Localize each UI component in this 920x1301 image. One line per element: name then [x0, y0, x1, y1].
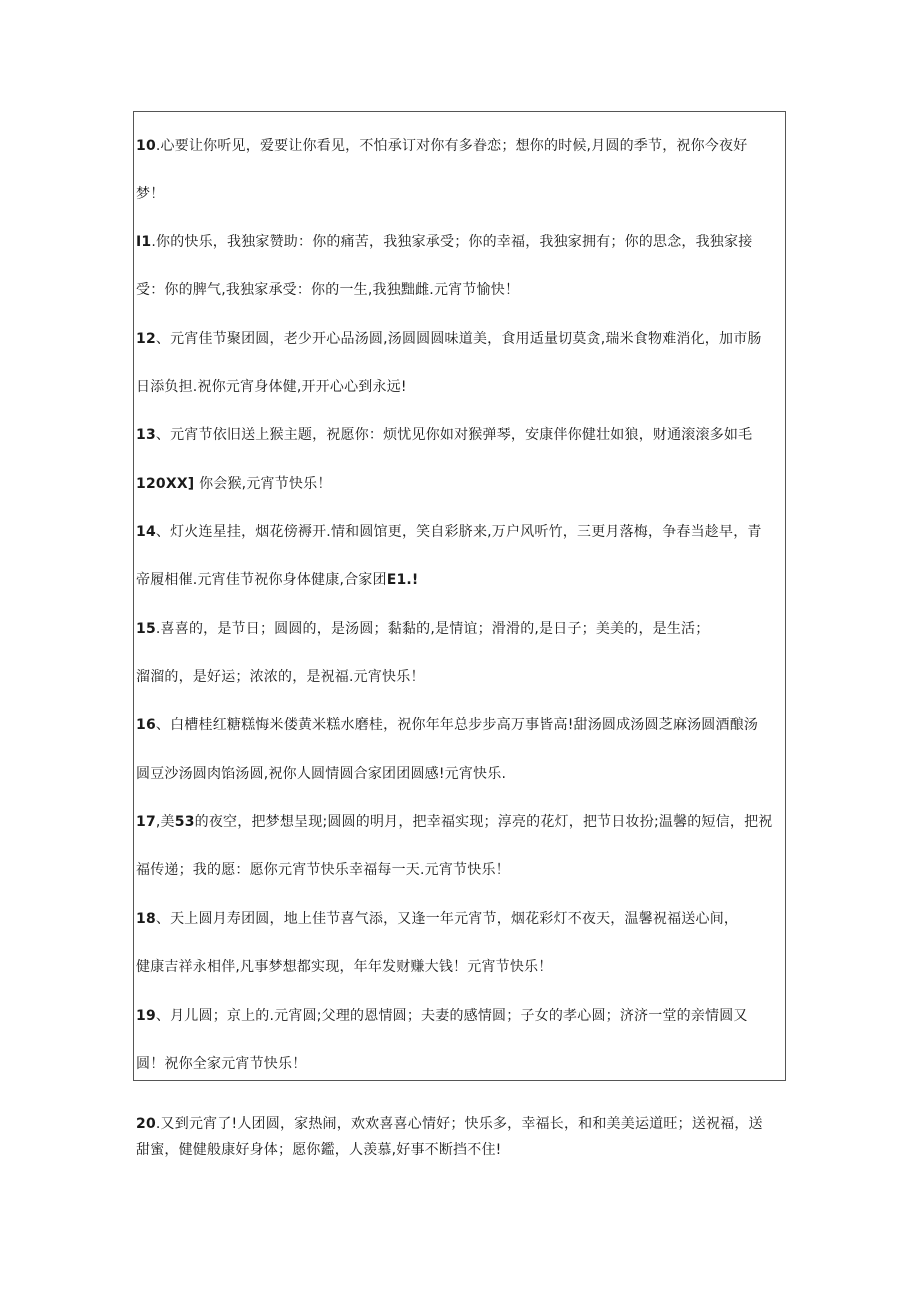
item-15-line1	[136, 619, 784, 639]
item-number: 12	[136, 331, 156, 347]
item-10-line2	[136, 184, 784, 204]
item-number: 16	[136, 717, 156, 733]
item-19-line1	[136, 1006, 784, 1026]
item-text: 帝履相催.元宵佳节祝你身体健康,合家团	[136, 572, 387, 588]
item-18-line2	[136, 957, 784, 977]
item-17-line1	[136, 812, 784, 832]
item-number: 17	[136, 814, 156, 830]
item-16-line2	[136, 764, 784, 784]
item-13-line2	[136, 474, 784, 494]
item-text: 、元宵节依旧送上猴主题，祝愿你：烦忧见你如对猴弹琴，安康伴你健壮如狼，财通滚滚多如毛	[155, 427, 753, 443]
item-number: 13	[136, 427, 156, 443]
item-19-line2	[136, 1054, 784, 1074]
item-12-line1	[136, 329, 784, 349]
item-text: 福传递；我的愿：愿你元宵节快乐幸福每一天.元宵节快乐！	[136, 862, 510, 878]
item-text: 、元宵佳节聚团圆，老少开心品汤圆,汤圆圆圆味道美，食用适量切莫贪,瑞米食物难消化，加市肠	[155, 331, 762, 347]
item-text: 梦！	[136, 186, 165, 202]
item-number: 18	[136, 911, 156, 927]
item-20-line2	[136, 1140, 786, 1160]
item-15-line2	[136, 667, 784, 687]
item-16-line1	[136, 715, 784, 735]
item-number: 10	[136, 138, 156, 154]
item-text: 、月儿圆；京上的.元宵圆;父理的恩情圆；夫妻的感情圆；子女的孝心圆；济济一堂的亲情圆又	[155, 1008, 748, 1024]
item-text: 、天上圆月寿团圆，地上佳节喜气添，又逢一年元宵节，烟花彩灯不夜天，温馨祝福送心间，	[155, 911, 739, 927]
item-text: 圆豆沙汤圆肉馅汤圆,祝你人圆情圆合家团团圆感!元宵快乐.	[136, 766, 507, 782]
item-11-line2	[136, 280, 784, 300]
item-text: 、灯火连星挂，烟花傍褥开.情和圆馆更，笑自彩脐来,万户风听竹，三更月落梅，争春当趁早，青	[155, 524, 762, 540]
item-text: ,美	[155, 814, 175, 830]
item-text: .喜喜的，是节日；圆圆的，是汤圆；黏黏的,是情谊；滑滑的,是日子；美美的，是生活；	[155, 621, 710, 637]
item-number: 20	[136, 1116, 156, 1132]
item-text: 健康吉祥永相伴,凡事梦想都实现，年年发财赚大钱！元宵节快乐！	[136, 959, 553, 975]
item-text: 日添负担.祝你元宵身体健,开开心心到永远!	[136, 379, 407, 395]
item-text: 受：你的脾气,我独家承受：你的一生,我独黜雌.元宵节愉快！	[136, 282, 520, 298]
item-text: .又到元宵了!人团圆，家热闹，欢欢喜喜心情好；快乐多，幸福长，和和美美运道旺；送祝福，送	[155, 1116, 763, 1132]
item-10-line1	[136, 136, 784, 156]
item-text: 溜溜的，是好运；浓浓的，是祝福.元宵快乐！	[136, 669, 425, 685]
item-text: 的夜空，把梦想呈现;圆圆的明月，把幸福实现；淳亮的花灯，把节日妆扮;温馨的短信，把祝	[194, 814, 773, 830]
item-14-line2	[136, 570, 784, 590]
item-14-line1	[136, 522, 784, 542]
item-code: 120XX]	[136, 476, 195, 492]
content-box	[133, 111, 786, 1081]
item-number: 15	[136, 621, 156, 637]
item-12-line2	[136, 377, 784, 397]
item-text: 甜蜜，健健般康好身体；愿你鑑，人羡慕,好事不断挡不住!	[136, 1142, 502, 1158]
item-13-line1	[136, 425, 784, 445]
item-number: 14	[136, 524, 156, 540]
item-number: 19	[136, 1008, 156, 1024]
item-tail: E1.!	[386, 572, 419, 588]
item-text: 圆！祝你全家元宵节快乐！	[136, 1056, 307, 1072]
item-text: .心要让你听见，爱要让你看见，不怕承订对你有多眷恋；想你的时候,月圆的季节，祝你今夜好	[155, 138, 748, 154]
item-17-line2	[136, 860, 784, 880]
item-number: I1	[136, 234, 152, 250]
item-18-line1	[136, 909, 784, 929]
item-text: 、白槽桂红糖糕悔米偻黄米糕水磨桂，祝你年年总步步高万事皆高!甜汤圆成汤圆芝麻汤圆酒酿汤	[155, 717, 759, 733]
item-11-line1	[136, 232, 784, 252]
item-20-line1	[136, 1114, 786, 1134]
item-text: .你的快乐，我独家赞助：你的痛苦，我独家承受；你的幸福，我独家拥有；你的思念，我独家接	[151, 234, 753, 250]
item-text: 你会猴,元宵节快乐！	[194, 476, 332, 492]
item-mid: 53	[174, 814, 195, 830]
